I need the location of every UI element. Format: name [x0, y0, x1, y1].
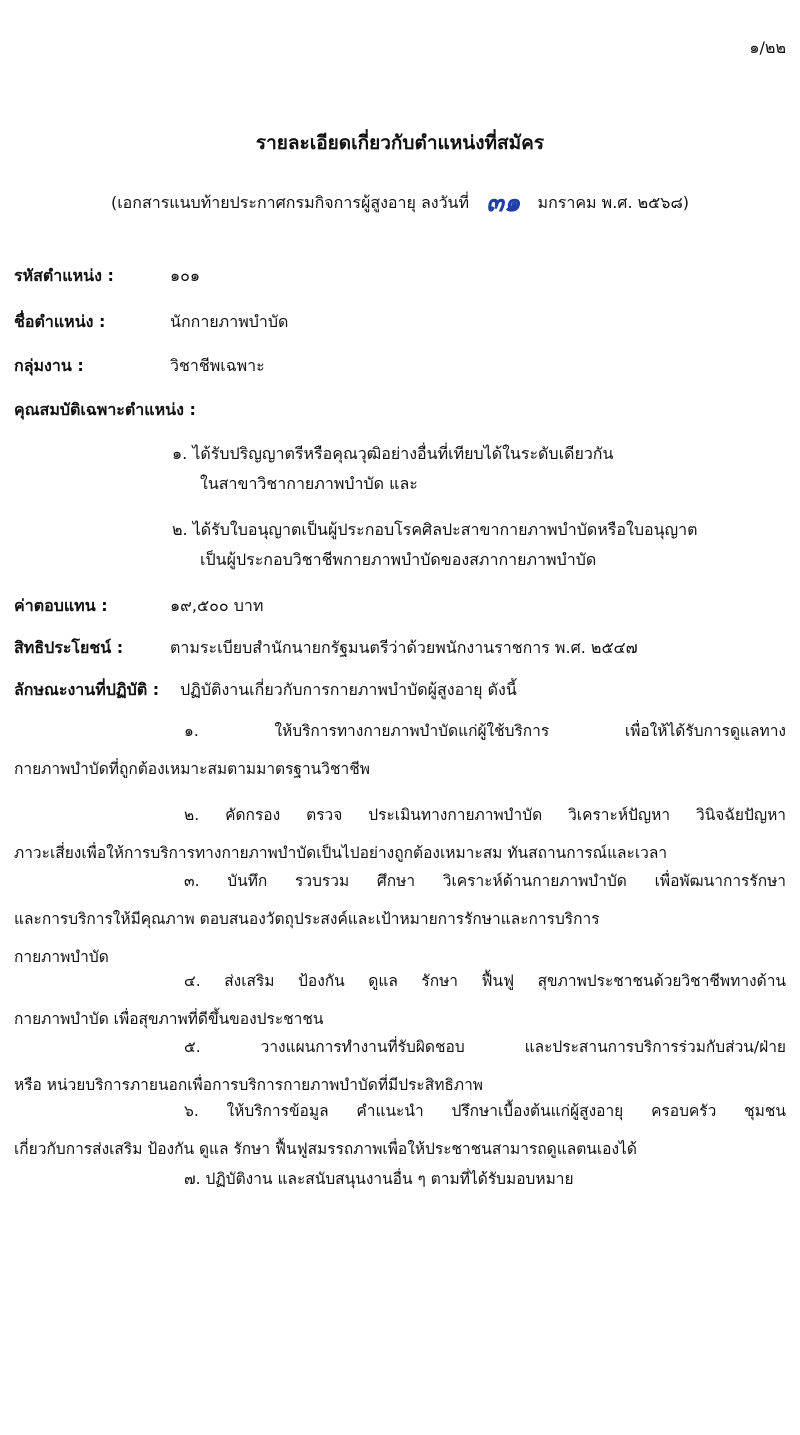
duty-item-7: ๗. ปฏิบัติงาน และสนับสนุนงานอื่น ๆ ตามที่ได้รับมอบหมาย	[184, 1170, 574, 1188]
duties-row	[14, 678, 517, 703]
benefits-label: สิทธิประโยชน์ :	[14, 638, 124, 657]
position-name-value: นักกายภาพบำบัด	[170, 312, 289, 331]
position-code-value: ๑๐๑	[170, 266, 201, 285]
duty-item-2	[14, 796, 786, 872]
position-code-row	[14, 264, 201, 289]
duty-item-3-rest-2: กายภาพบำบัด	[14, 948, 109, 966]
duty-item-4-rest: กายภาพบำบัด เพื่อสุขภาพที่ดีขึ้นของประชาชน	[14, 1010, 324, 1028]
subtitle-suffix: มกราคม พ.ศ. ๒๕๖๘)	[537, 193, 690, 212]
qualification-item-2-line2: เป็นผู้ประกอบวิชาชีพกายภาพบำบัดของสภากายภาพบำบัด	[200, 550, 597, 569]
duties-label: ลักษณะงานที่ปฏิบัติ :	[14, 680, 160, 699]
position-code-label: รหัสตำแหน่ง :	[14, 266, 114, 285]
position-group-label: กลุ่มงาน :	[14, 356, 84, 375]
subtitle-prefix: (เอกสารแนบท้ายประกาศกรมกิจการผู้สูงอายุ ลงวันที่	[110, 193, 470, 212]
compensation-row	[14, 594, 264, 619]
duty-item-6	[14, 1092, 786, 1168]
duty-item-4-first: ๔. ส่งเสริม ป้องกัน ดูแล รักษา ฟื้นฟู สุขภาพประชาชนด้วยวิชาชีพทางด้าน	[184, 972, 786, 990]
qualification-item-2-line1: ๒. ได้รับใบอนุญาตเป็นผู้ประกอบโรคศิลปะสาขากายภาพบำบัดหรือใบอนุญาต	[172, 520, 698, 539]
qualifications-label: คุณสมบัติเฉพาะตำแหน่ง :	[14, 400, 196, 419]
duty-item-2-rest: ภาวะเสี่ยงเพื่อให้การบริการทางกายภาพบำบัดเป็นไปอย่างถูกต้องเหมาะสม ทันสถานการณ์และเวลา	[14, 844, 668, 862]
duty-item-2-first: ๒. คัดกรอง ตรวจ ประเมินทางกายภาพบำบัด วิเคราะห์ปัญหา วินิจฉัยปัญหา	[184, 806, 786, 824]
duty-item-1-rest: กายภาพบำบัดที่ถูกต้องเหมาะสมตามมาตรฐานวิชาชีพ	[14, 760, 370, 778]
position-group-row	[14, 354, 265, 379]
duty-item-1	[14, 712, 786, 788]
duty-item-3	[14, 862, 786, 976]
compensation-value: ๑๙,๕๐๐ บาท	[170, 596, 264, 615]
position-name-row	[14, 310, 289, 335]
document-title: รายละเอียดเกี่ยวกับตำแหน่งที่สมัคร	[255, 132, 545, 154]
duty-item-1-first: ๑. ให้บริการทางกายภาพบำบัดแก่ผู้ใช้บริการ เพื่อให้ได้รับการดูแลทาง	[184, 722, 786, 740]
duty-item-5-first: ๕. วางแผนการทำงานที่รับผิดชอบ และประสานการบริการร่วมกับส่วน/ฝ่าย	[184, 1038, 786, 1056]
handwritten-day: ๓๑	[486, 188, 521, 218]
duty-item-3-rest-1: และการบริการให้มีคุณภาพ ตอบสนองวัตถุประสงค์และเป้าหมายการรักษาและการบริการ	[14, 910, 600, 928]
document-subtitle	[0, 182, 800, 223]
qualifications-heading	[14, 398, 196, 423]
duty-item-6-first: ๖. ให้บริการข้อมูล คำแนะนำ ปรึกษาเบื้องต้นแก่ผู้สูงอายุ ครอบครัว ชุมชน	[184, 1102, 786, 1120]
duty-item-4	[14, 962, 786, 1038]
benefits-value: ตามระเบียบสำนักนายกรัฐมนตรีว่าด้วยพนักงานราชการ พ.ศ. ๒๕๔๗	[170, 638, 638, 657]
duty-item-5-rest: หรือ หน่วยบริการภายนอกเพื่อการบริการกายภาพบำบัดที่มีประสิทธิภาพ	[14, 1076, 484, 1094]
position-name-label: ชื่อตำแหน่ง :	[14, 312, 106, 331]
page-number: ๑/๒๒	[749, 38, 786, 57]
benefits-row	[14, 636, 638, 661]
qualification-item-1-line2: ในสาขาวิชากายภาพบำบัด และ	[200, 474, 418, 493]
duties-intro: ปฏิบัติงานเกี่ยวกับการกายภาพบำบัดผู้สูงอายุ ดังนี้	[180, 680, 517, 699]
compensation-label: ค่าตอบแทน :	[14, 596, 108, 615]
qualification-item-1-line1: ๑. ได้รับปริญญาตรีหรือคุณวุฒิอย่างอื่นที่เทียบได้ในระดับเดียวกัน	[172, 444, 614, 463]
duty-item-3-first: ๓. บันทึก รวบรวม ศึกษา วิเคราะห์ด้านกายภาพบำบัด เพื่อพัฒนาการรักษา	[184, 872, 786, 890]
position-group-value: วิชาชีพเฉพาะ	[170, 356, 265, 375]
duty-item-6-rest: เกี่ยวกับการส่งเสริม ป้องกัน ดูแล รักษา ฟื้นฟูสมรรถภาพเพื่อให้ประชาชนสามารถดูแลตนเองได้	[14, 1140, 637, 1158]
